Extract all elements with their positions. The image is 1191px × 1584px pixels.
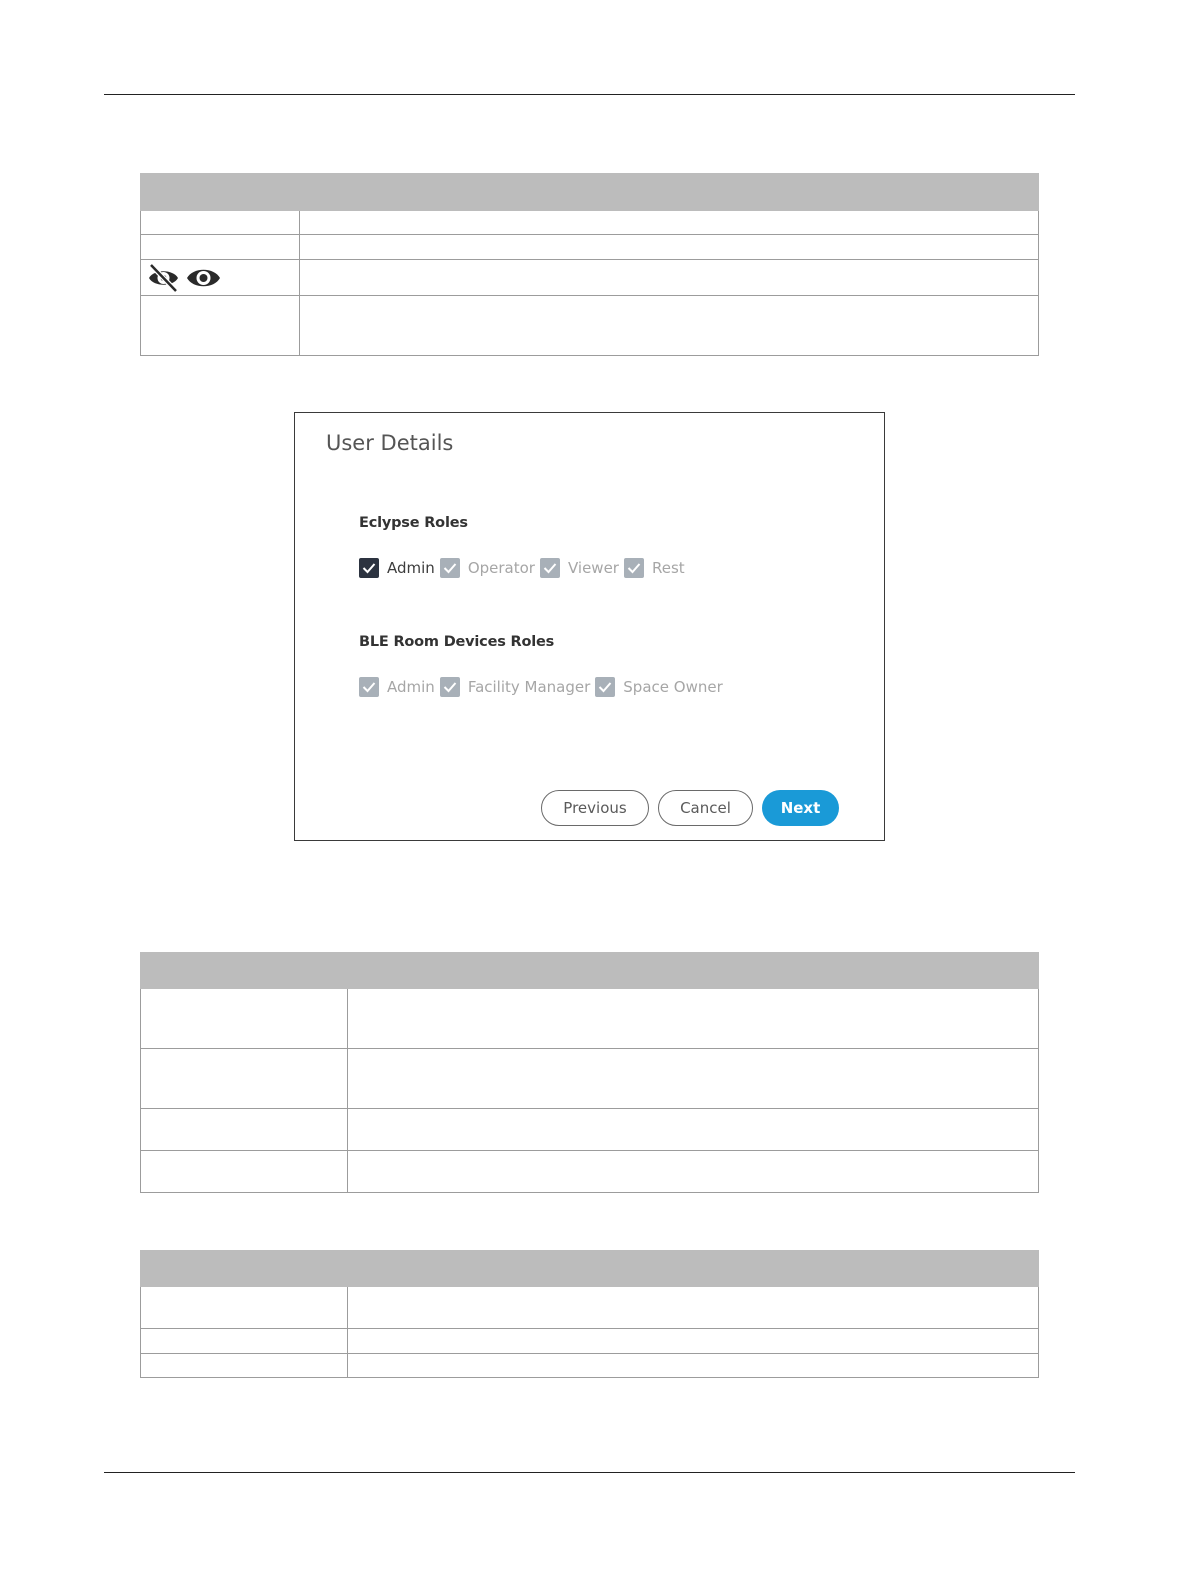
table-row	[141, 1287, 1039, 1329]
table-cell	[141, 211, 300, 235]
table-cell	[141, 1329, 348, 1354]
checkbox-checked-icon[interactable]	[359, 558, 379, 578]
table-cell	[300, 235, 1039, 260]
checkbox-checked-icon	[540, 558, 560, 578]
table-cell	[300, 211, 1039, 235]
table-row	[141, 296, 1039, 356]
table-cell	[300, 296, 1039, 356]
table-cell	[141, 296, 300, 356]
checkbox-checked-icon	[624, 558, 644, 578]
table-cell	[141, 1151, 348, 1193]
table-cell	[348, 989, 1039, 1049]
table-cell	[300, 260, 1039, 296]
role-ble-facility-manager	[440, 677, 590, 697]
eclypse-roles-list	[359, 558, 690, 578]
eclypse-roles-heading: Eclypse Roles	[359, 515, 468, 531]
role-label: Admin	[387, 678, 435, 696]
table-row	[141, 235, 1039, 260]
role-label: Operator	[467, 559, 535, 577]
role-ble-admin	[359, 677, 435, 697]
role-ble-space-owner	[595, 677, 722, 697]
role-label: Viewer	[567, 559, 619, 577]
table-row	[141, 211, 1039, 235]
table-header-cell	[141, 1251, 1039, 1287]
previous-button[interactable]: Previous	[541, 790, 649, 826]
table-cell	[348, 1354, 1039, 1378]
table-cell	[141, 1354, 348, 1378]
table-1	[140, 173, 1039, 356]
footer-rule	[104, 1472, 1075, 1473]
role-label: Facility Manager	[467, 678, 591, 696]
role-eclypse-admin[interactable]	[359, 558, 435, 578]
table-cell	[141, 1049, 348, 1109]
table-cell	[348, 1049, 1039, 1109]
role-eclypse-rest	[624, 558, 685, 578]
table-header	[141, 1251, 1039, 1287]
role-label: Space Owner	[623, 678, 723, 696]
eye-slash-icon	[147, 263, 180, 293]
table-row	[141, 260, 1039, 296]
header-rule	[104, 94, 1075, 95]
cancel-button[interactable]: Cancel	[658, 790, 753, 826]
role-label: Admin	[387, 559, 435, 577]
ble-roles-list	[359, 677, 728, 697]
table-row	[141, 1109, 1039, 1151]
user-details-dialog	[294, 412, 885, 841]
table-header-cell	[141, 953, 1039, 989]
table-row	[141, 1151, 1039, 1193]
table-cell-icons	[141, 260, 300, 296]
table-row	[141, 989, 1039, 1049]
dialog-title: User Details	[326, 431, 454, 455]
checkbox-checked-icon	[440, 558, 460, 578]
role-eclypse-operator	[440, 558, 535, 578]
table-header	[141, 174, 1039, 211]
table-row	[141, 1329, 1039, 1354]
checkbox-checked-icon	[440, 677, 460, 697]
table-cell	[348, 1287, 1039, 1329]
table-row	[141, 1049, 1039, 1109]
table-header	[141, 953, 1039, 989]
table-header-cell	[141, 174, 1039, 211]
table-cell	[348, 1151, 1039, 1193]
role-label: Rest	[651, 559, 685, 577]
table-2	[140, 952, 1039, 1193]
table-cell	[141, 989, 348, 1049]
checkbox-checked-icon	[359, 677, 379, 697]
role-eclypse-viewer	[540, 558, 619, 578]
table-cell	[348, 1109, 1039, 1151]
table-row	[141, 1354, 1039, 1378]
table-cell	[141, 1109, 348, 1151]
eye-icon	[186, 265, 221, 291]
ble-roles-heading: BLE Room Devices Roles	[359, 634, 555, 650]
checkbox-checked-icon	[595, 677, 615, 697]
table-3	[140, 1250, 1039, 1378]
next-button[interactable]: Next	[762, 790, 839, 826]
table-cell	[141, 235, 300, 260]
table-cell	[141, 1287, 348, 1329]
table-cell	[348, 1329, 1039, 1354]
